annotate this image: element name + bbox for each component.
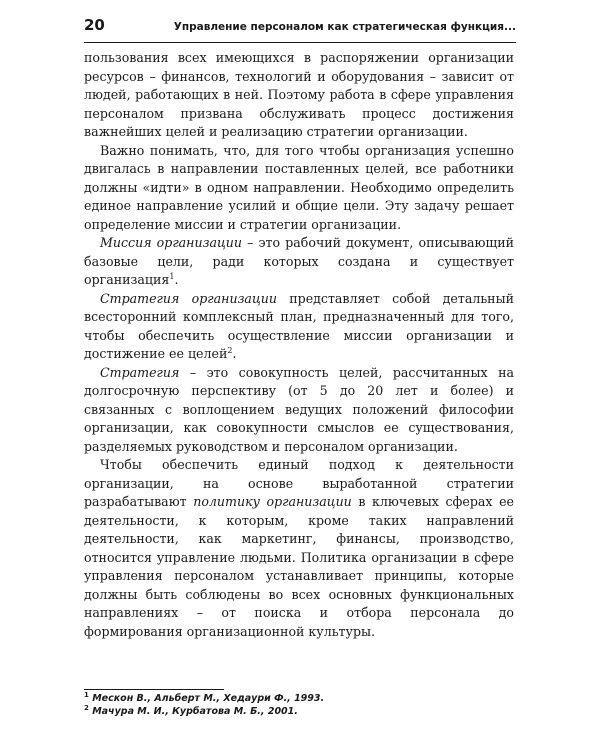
paragraph-1: пользования всех имеющихся в распоряжении организации ресурсов – финансов, технологий и оборудования – зависит от людей, работающих в ней. Поэтому работа в сфере управления персоналом призвана обслуживать процесс достижения важнейших целей и реализацию стратегии организации.: [84, 50, 514, 139]
paragraph-mission: Миссия организации – это рабочий документ, описывающий базовые цели, ради которых создана и существует организация$^1$.: [84, 235, 515, 287]
header-divider: [84, 42, 516, 43]
footnote-ref-1[interactable]: 1: [169, 271, 175, 281]
paragraph-strategy-org: Стратегия организации представляет собой детальный всесторонний комплексный план, предназначенный для того, чтобы обеспечить осуществление миссии организации и достижение ее целей$^2$.: [84, 290, 514, 361]
body-text: [84, 49, 514, 641]
footnote-2: $^2$ Мачура М. И., Курбатова М. Б., 2001.: [84, 703, 298, 717]
term-strategy-org: Стратегия организации: [100, 290, 277, 306]
paragraph-policy: Чтобы обеспечить единый подход к деятельности организации, на основе выработанной стратегии разрабатывают политику организации в ключевых сферах ее деятельности, к которым, кроме таких направлений деятельности, как маркетинг, финансы, производство, относится управление людьми. Политика организации в сфере управления персоналом устанавливает принципы, которые должны быть соблюдены во всех основных функциональных направлениях – от поиска и отбора персонала до формирования организационной культуры.: [84, 457, 514, 639]
page-number: 20: [84, 16, 105, 34]
term-policy: политику организации: [193, 494, 352, 509]
footnote-1: $^1$ Мескон В., Альберт М., Хедаури Ф., 1993.: [84, 690, 325, 704]
paragraph-2: Важно понимать, что, для того чтобы организация успешно двигалась в направлении поставленных целей, все работники должны «идти» в одном направлении. Необходимо определить единое направление усилий и общие цели. Эту задачу решает определение миссии и стратегии организации.: [84, 142, 514, 232]
paragraph-strategy: Стратегия – это совокупность целей, рассчитанных на долгосрочную перспективу (от 5 до 20 лет и более) и связанных с воплощением ведущих положений философии организации, как совокупности смыслов ее существования, разделяемых руководством и персоналом организации.: [84, 364, 514, 454]
page-header: [84, 16, 516, 40]
running-title: Управление персоналом как стратегическая функция...: [173, 21, 516, 33]
term-strategy: Стратегия: [100, 364, 180, 380]
footnote-ref-2[interactable]: 2: [227, 345, 233, 355]
term-mission: Миссия организации: [100, 235, 242, 250]
footnotes: [84, 692, 514, 718]
footnote-divider: [84, 689, 224, 690]
